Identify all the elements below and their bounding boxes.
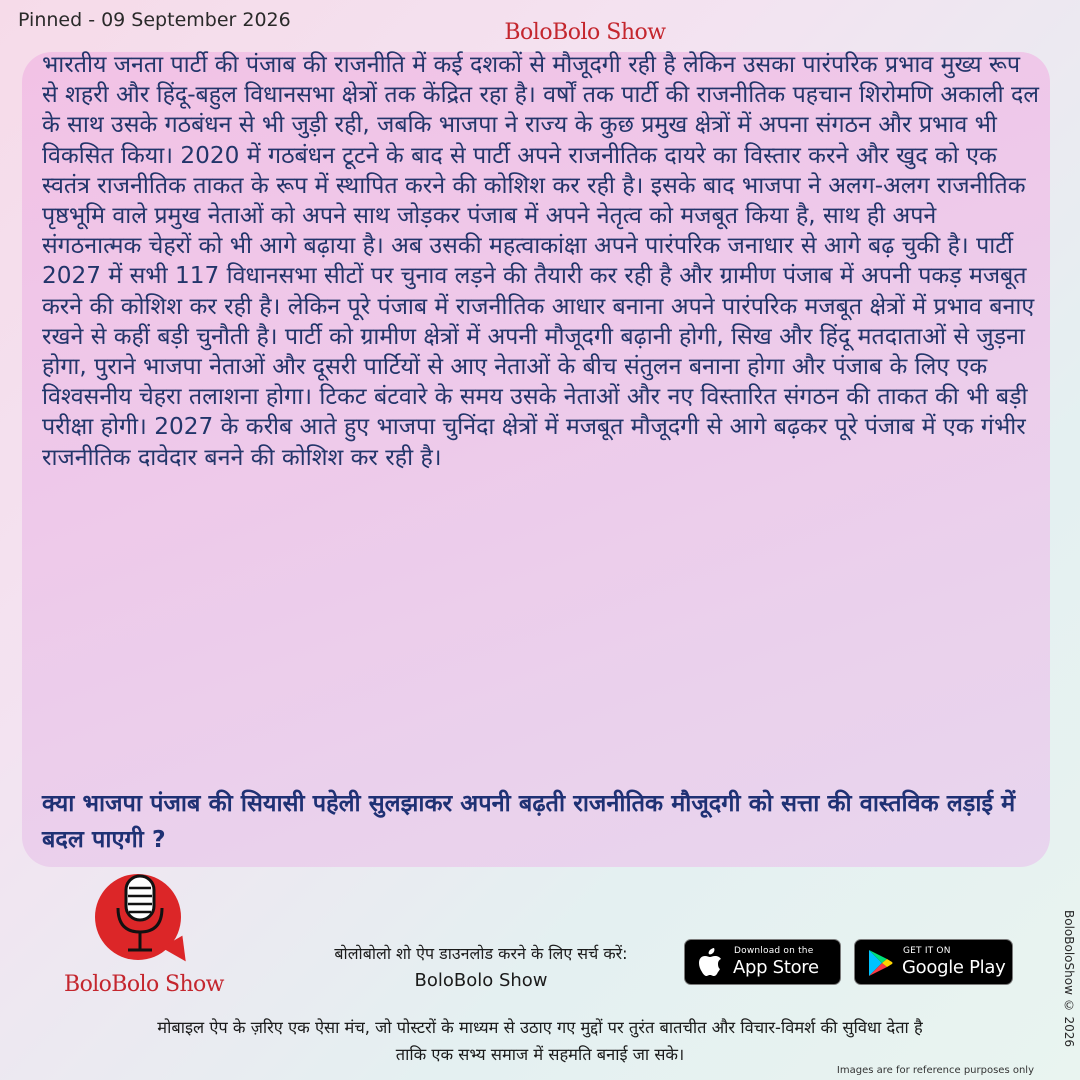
google-play-big-text: Google Play <box>902 957 1006 978</box>
brand-title <box>0 20 1080 45</box>
disclaimer: Images are for reference purposes only <box>836 1065 1034 1076</box>
pinned-date: Pinned - 09 September 2026 <box>18 9 291 31</box>
footer-line-1: मोबाइल ऐप के ज़रिए एक ऐसा मंच, जो पोस्टरों के माध्यम से उठाए गए मुद्दों पर तुरंत बातचीत और विचार-विमर्श की सुविधा देता है <box>157 1018 923 1037</box>
download-hint-text: बोलोबोलो शो ऐप डाउनलोड करने के लिए सर्च करें: <box>334 944 628 963</box>
apple-icon <box>697 948 723 978</box>
download-hint <box>286 940 676 994</box>
app-store-button[interactable] <box>684 939 841 985</box>
copyright-vertical: BoloBoloShow © 2026 <box>1062 910 1076 1048</box>
google-play-button[interactable] <box>854 939 1013 985</box>
brand-title-text: BoloBolo Show <box>504 20 666 45</box>
logo-text: BoloBolo Show <box>64 972 224 997</box>
microphone-icon <box>110 870 170 970</box>
google-play-small-text: GET IT ON <box>903 946 951 956</box>
footer-description <box>30 1014 1050 1068</box>
google-play-icon <box>867 948 893 978</box>
app-store-small-text: Download on the <box>734 946 814 956</box>
article-body: भारतीय जनता पार्टी की पंजाब की राजनीति में कई दशकों से मौजूदगी रही है लेकिन उसका पारंपरिक प्रभाव मुख्य रूप से शहरी और हिंदू-बहुल विधानसभा क्षेत्रों तक केंद्रित रहा है। वर्षों तक पार्टी की राजनीतिक पहचान शिरोमणि अकाली दल के साथ उसके गठबंधन से भी जुड़ी रही, जबकि भाजपा ने राज्य के कुछ प्रमुख क्षेत्रों में अपना संगठन और प्रभाव भी विकसित किया। 2020 में गठबंधन टूटने के बाद से पार्टी अपने राजनीतिक दायरे का विस्तार करने और खुद को एक स्वतंत्र राजनीतिक ताकत के रूप में स्थापित करने की कोशिश कर रही है। इसके बाद भाजपा ने अलग-अलग राजनीतिक पृष्ठभूमि वाले प्रमुख नेताओं को अपने साथ जोड़कर पंजाब में अपने नेतृत्व को मजबूत किया है, साथ ही अपने संगठनात्मक चेहरों को भी आगे बढ़ाया है। अब उसकी महत्वाकांक्षा अपने पारंपरिक जनाधार से आगे बढ़ चुकी है। पार्टी 2027 में सभी 117 विधानसभा सीटों पर चुनाव लड़ने की तैयारी कर रही है और ग्रामीण पंजाब में अपनी पकड़ मजबूत करने की कोशिश कर रही है। लेकिन पूरे पंजाब में राजनीतिक आधार बनाना अपने पारंपरिक मजबूत क्षेत्रों में प्रभाव बनाए रखने से कहीं बड़ी चुनौती है। पार्टी को ग्रामीण क्षेत्रों में अपनी मौजूदगी बढ़ानी होगी, सिख और हिंदू मतदाताओं से जुड़ना होगा, पुराने भाजपा नेताओं और दूसरी पार्टियों से आए नेताओं के बीच संतुलन बनाना होगा और पंजाब के लिए एक विश्वसनीय चेहरा तलाशना होगा। टिकट बंटवारे के समय उसके नेताओं और नए विस्तारित संगठन की ताकत की भी बड़ी परीक्षा होगी। 2027 के करीब आते हुए भाजपा चुनिंदा क्षेत्रों में मजबूत मौजूदगी से आगे बढ़कर पूरे पंजाब में एक गंभीर राजनीतिक दावेदार बनने की कोशिश कर रही है। <box>42 51 1039 471</box>
app-store-big-text: App Store <box>733 957 819 978</box>
download-app-name: BoloBolo Show <box>414 970 548 991</box>
bolobolo-logo[interactable] <box>58 870 228 1000</box>
footer-line-2: ताकि एक सभ्य समाज में सहमति बनाई जा सके। <box>395 1045 685 1064</box>
article-question: क्या भाजपा पंजाब की सियासी पहेली सुलझाकर अपनी बढ़ती राजनीतिक मौजूदगी को सत्ता की वास्तविक लड़ाई में बदल पाएगी ? <box>42 789 1016 853</box>
